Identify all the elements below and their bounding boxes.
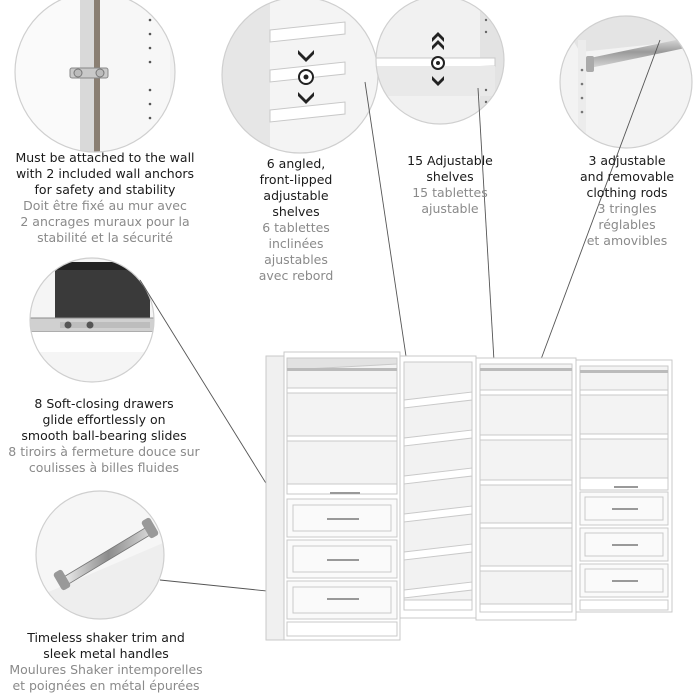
adjustable-shelves-caption <box>385 153 515 217</box>
adjustable-shelves-text-fr: 15 tablettes ajustable <box>412 185 488 216</box>
angled-shelves-detail-circle <box>210 0 390 160</box>
tower-2 <box>400 356 476 618</box>
tower-1 <box>284 352 400 640</box>
wall-anchor-text-en: Must be attached to the wall with 2 included wall anchors for safety and stability <box>15 150 195 197</box>
handles-caption <box>0 630 212 694</box>
drawers-caption <box>0 396 208 476</box>
drawers-text-en: 8 Soft-closing drawers glide effortlessly on smooth ball-bearing slides <box>21 396 187 443</box>
clothing-rods-text-en: 3 adjustable and removable clothing rods <box>579 153 675 200</box>
wall-anchor-text-fr: Doit être fixé au mur avec 2 ancrages muraux pour la stabilité et la sécurité <box>20 198 190 245</box>
closet-unit <box>266 352 672 640</box>
wall-anchor-detail-circle <box>10 0 180 160</box>
tower-3 <box>476 358 576 620</box>
clothing-rod-detail-circle <box>555 10 695 150</box>
clothing-rods-caption <box>565 153 689 249</box>
drawer-slide-detail-circle <box>25 255 160 385</box>
angled-shelves-text-en: 6 angled, front-lipped adjustable shelves <box>259 156 333 219</box>
angled-shelves-text-fr: 6 tablettes inclinées ajustables avec rebord <box>258 220 334 283</box>
handle-detail-circle <box>30 485 170 625</box>
clothing-rods-text-fr: 3 tringles réglables et amovibles <box>586 201 668 248</box>
handles-text-en: Timeless shaker trim and sleek metal handles <box>27 630 185 661</box>
adjustable-shelves-detail-circle <box>370 0 510 130</box>
handles-text-fr: Moulures Shaker intemporelles et poignées en métal épurées <box>9 662 203 693</box>
angled-shelves-caption <box>238 156 354 284</box>
wall-anchor-caption <box>5 150 205 246</box>
adjustable-shelves-text-en: 15 Adjustable shelves <box>407 153 493 184</box>
drawers-text-fr: 8 tiroirs à fermeture douce sur coulisses à billes fluides <box>8 444 200 475</box>
tower-4 <box>576 360 672 612</box>
